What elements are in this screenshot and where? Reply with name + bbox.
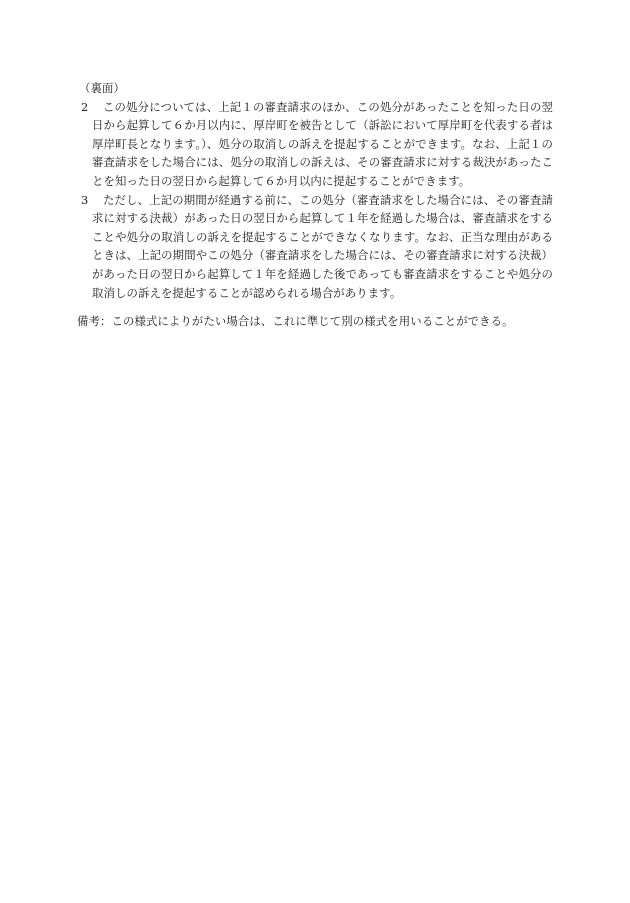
item-number: 3: [81, 192, 89, 207]
page-heading: （裏面）: [79, 81, 125, 95]
remarks-note: 備考：この様式によりがたい場合は、これに準じて別の様式を用いることができる。: [77, 314, 514, 329]
item-text: この処分については、上記１の審査請求のほか、この処分があったことを知った日の翌日から起算して６か月以内に、厚岸町を被告として（訴訟において厚岸町を代表する者は厚岸町長となります。）、処分の取消しの訴えを提起することができます。なお、上記１の審査請求をした場合には、処分の取消しの訴えは、その審査請求に対する裁決があったことを知った日の翌日から起算して６か月以内に提起することができます。: [92, 99, 553, 188]
item-text: ただし、上記の期間が経過する前に、この処分（審査請求をした場合には、その審査請求に対する決裁）があった日の翌日から起算して１年を経過した場合は、審査請求をすることや処分の取消しの訴えを提起することができなくなります。なお、正当な理由があるときは、上記の期間やこの処分（審査請求をした場合には、その審査請求に対する決裁）があった日の翌日から起算して１年を経過した後であっても審査請求をすることや処分の取消しの訴えを提起することが認められる場合があります。: [92, 192, 553, 300]
list-item: [77, 98, 553, 191]
document-body: [77, 79, 553, 331]
list-item: [77, 191, 553, 303]
item-number: 2: [81, 99, 89, 114]
